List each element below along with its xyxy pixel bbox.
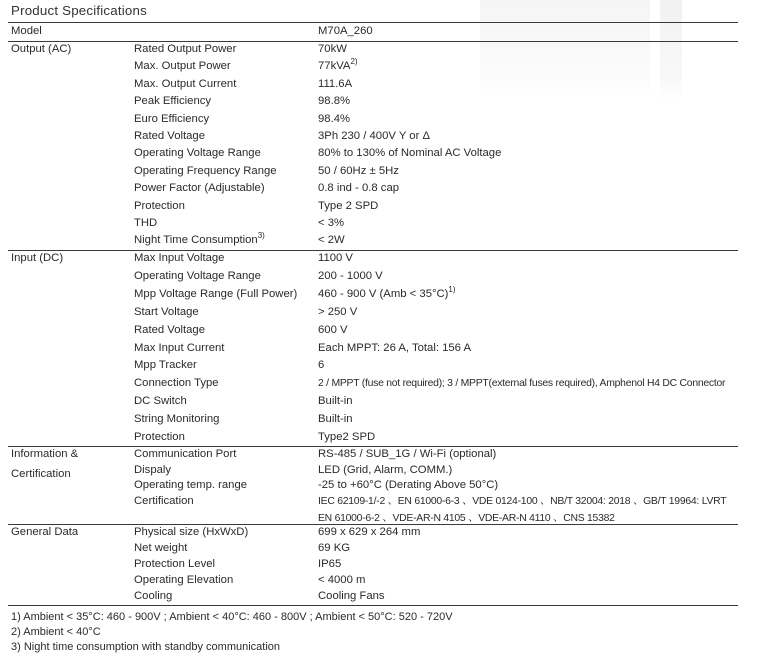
spec-value-text: < 3% xyxy=(318,217,345,229)
spec-value xyxy=(318,128,430,145)
divider xyxy=(8,41,738,42)
spec-value-text: Type 2 SPD xyxy=(318,199,379,212)
spec-value-text: RS-485 / SUB_1G / Wi-Fi (optional) xyxy=(318,448,497,460)
spec-name xyxy=(134,429,185,446)
spec-value-text: 80% to 130% of Nominal AC Voltage xyxy=(318,147,502,160)
spec-value-text: 1100 V xyxy=(318,252,353,264)
spec-name xyxy=(134,540,187,557)
spec-name-text: Connection Type xyxy=(134,377,219,390)
spec-name xyxy=(134,357,197,374)
spec-name xyxy=(134,446,236,463)
divider xyxy=(8,22,738,23)
spec-name xyxy=(134,111,209,128)
spec-name xyxy=(134,93,211,110)
spec-value-text: 460 - 900 V (Amb < 35°C) xyxy=(318,287,449,300)
spec-name xyxy=(134,58,231,75)
spec-name xyxy=(134,180,265,197)
spec-value-text: Cooling Fans xyxy=(318,590,385,602)
spec-name-text: Certification xyxy=(134,494,194,507)
spec-name-text: Rated Voltage xyxy=(134,130,205,142)
spec-value xyxy=(318,250,353,267)
spec-name-text: Max. Output Current xyxy=(134,77,237,90)
product-image-background-edge xyxy=(660,0,682,100)
spec-name-text: Mpp Tracker xyxy=(134,359,197,372)
footnote: 3) Night time consumption with standby communication xyxy=(11,641,281,653)
spec-name-text: Start Voltage xyxy=(134,305,199,318)
spec-value-text: 200 - 1000 V xyxy=(318,269,383,282)
footnote: 2) Ambient < 40°C xyxy=(11,626,101,638)
page-title: Product Specifications xyxy=(11,3,147,18)
spec-name xyxy=(134,250,224,267)
divider xyxy=(8,250,738,251)
spec-name xyxy=(134,145,261,162)
spec-name xyxy=(134,477,247,494)
spec-value-text: IP65 xyxy=(318,558,342,570)
spec-value xyxy=(318,180,399,197)
spec-value xyxy=(318,163,399,180)
spec-name-text: Operating Voltage Range xyxy=(134,147,261,160)
spec-value-text: IEC 62109-1/-2 、EN 61000-6-3 、VDE 0124-100 、NB/T 32004: 2018 、GB/T 19964: LVRT xyxy=(318,495,727,507)
spec-name xyxy=(134,128,205,145)
spec-name-text: Protection Level xyxy=(134,558,216,570)
spec-name xyxy=(134,41,236,58)
spec-name xyxy=(134,572,233,589)
spec-value-text: 2 / MPPT (fuse not required); 3 / MPPT(external fuses required), Amphenol H4 DC Connector xyxy=(318,378,726,390)
spec-name xyxy=(134,462,171,479)
section-label: General Data xyxy=(11,526,79,538)
spec-value-text: -25 to +60°C (Derating Above 50°C) xyxy=(318,479,499,491)
spec-value-line2: EN 61000-6-2 、VDE-AR-N 4105 、VDE-AR-N 4110 、CNS 15382 xyxy=(318,512,615,524)
spec-name xyxy=(134,76,236,93)
spec-name xyxy=(134,198,185,215)
spec-value xyxy=(318,41,347,58)
spec-name xyxy=(134,215,157,232)
spec-name-text: DC Switch xyxy=(134,395,187,408)
spec-value xyxy=(318,493,726,527)
spec-value-text: 50 / 60Hz ± 5Hz xyxy=(318,164,399,177)
spec-value xyxy=(318,462,452,479)
spec-value-text: 6 xyxy=(318,359,325,372)
spec-name-text: Operating Elevation xyxy=(134,574,234,586)
spec-value-text: Built-in xyxy=(318,395,353,408)
spec-value xyxy=(318,357,324,374)
spec-name-text: Peak Efficiency xyxy=(134,95,212,108)
spec-value xyxy=(318,232,345,249)
spec-value xyxy=(318,393,353,410)
spec-value-text: LED (Grid, Alarm, COMM.) xyxy=(318,463,453,476)
spec-name xyxy=(134,304,199,321)
spec-name xyxy=(134,322,205,339)
spec-value xyxy=(318,572,365,589)
spec-name xyxy=(134,411,219,428)
spec-value xyxy=(318,58,358,75)
spec-name-text: Physical size (HxWxD) xyxy=(134,526,249,538)
spec-name-text: Operating temp. range xyxy=(134,479,248,491)
spec-name xyxy=(134,588,172,605)
spec-value xyxy=(318,340,471,357)
spec-value-text: 0.8 ind - 0.8 cap xyxy=(318,182,400,195)
spec-name xyxy=(134,524,248,541)
spec-value xyxy=(318,540,350,557)
footnote: 1) Ambient < 35°C: 460 - 900V ; Ambient < 40°C: 460 - 800V ; Ambient < 50°C: 520 - 720V xyxy=(11,611,453,623)
spec-value-text: < 4000 m xyxy=(318,574,366,586)
spec-name xyxy=(134,286,297,303)
spec-value xyxy=(318,477,498,494)
spec-name-text: Max. Output Power xyxy=(134,60,231,73)
spec-name-text: Night Time Consumption xyxy=(134,234,258,247)
model-label: Model xyxy=(11,25,42,37)
spec-value-text: 69 KG xyxy=(318,542,351,554)
spec-name xyxy=(134,340,224,357)
spec-value-text: 98.8% xyxy=(318,95,351,108)
spec-name-text: Operating Frequency Range xyxy=(134,164,277,177)
spec-value-text: 70kW xyxy=(318,43,347,55)
footnote-ref: 1) xyxy=(448,284,456,294)
spec-value-text: 699 x 629 x 264 mm xyxy=(318,526,421,538)
spec-value-text: Built-in xyxy=(318,413,353,426)
spec-name-text: Rated Voltage xyxy=(134,323,205,336)
spec-name-text: Cooling xyxy=(134,590,173,602)
section-label-line1: Information & xyxy=(11,448,79,460)
spec-name-text: Protection xyxy=(134,431,185,443)
spec-value-text: > 250 V xyxy=(318,305,358,318)
spec-name-text: Dispaly xyxy=(134,463,172,476)
spec-value-text: 3Ph 230 / 400V Y or Δ xyxy=(318,130,431,142)
spec-name-text: Mpp Voltage Range (Full Power) xyxy=(134,287,298,300)
spec-value xyxy=(318,524,420,541)
section-label: Input (DC) xyxy=(11,252,64,264)
spec-value xyxy=(318,93,350,110)
spec-value xyxy=(318,215,344,232)
spec-value xyxy=(318,446,496,463)
spec-value xyxy=(318,268,383,285)
spec-value xyxy=(318,375,725,392)
spec-name-text: Communication Port xyxy=(134,448,237,460)
spec-name xyxy=(134,232,265,249)
spec-value xyxy=(318,286,456,303)
spec-value-text: Each MPPT: 26 A, Total: 156 A xyxy=(318,341,472,354)
model-value: M70A_260 xyxy=(318,25,373,37)
spec-name-text: Max Input Voltage xyxy=(134,252,225,264)
spec-value xyxy=(318,198,378,215)
footnotes xyxy=(11,610,453,655)
spec-name xyxy=(134,393,187,410)
spec-name-text: String Monitoring xyxy=(134,413,220,426)
spec-name-text: Rated Output Power xyxy=(134,43,237,55)
footnote-ref: 3) xyxy=(257,231,265,241)
spec-name-text: Protection xyxy=(134,199,185,212)
spec-value xyxy=(318,411,353,428)
section-label: Output (AC) xyxy=(11,43,72,55)
spec-value xyxy=(318,556,341,573)
spec-value-text: 98.4% xyxy=(318,112,351,125)
spec-value xyxy=(318,111,350,128)
spec-name-text: Net weight xyxy=(134,542,188,554)
section-label-line2: Certification xyxy=(11,468,71,480)
footnote-ref: 2) xyxy=(350,57,358,67)
spec-name-text: Power Factor (Adjustable) xyxy=(134,182,265,195)
spec-name-text: Operating Voltage Range xyxy=(134,269,261,282)
product-image-background xyxy=(480,0,650,100)
spec-value-text: 111.6A xyxy=(318,77,353,90)
spec-value xyxy=(318,76,352,93)
spec-value-text: < 2W xyxy=(318,234,345,247)
spec-value xyxy=(318,304,357,321)
spec-value-text: Type2 SPD xyxy=(318,431,376,443)
divider xyxy=(8,605,738,606)
spec-name xyxy=(134,493,194,510)
spec-name xyxy=(134,375,219,392)
spec-value-text: 600 V xyxy=(318,323,348,336)
spec-name-text: Euro Efficiency xyxy=(134,112,210,125)
spec-value xyxy=(318,145,501,162)
spec-value-text: 77kVA xyxy=(318,60,351,73)
spec-name-text: Max Input Current xyxy=(134,341,225,354)
spec-name xyxy=(134,268,261,285)
spec-value xyxy=(318,429,375,446)
spec-name xyxy=(134,163,277,180)
spec-name xyxy=(134,556,215,573)
spec-value xyxy=(318,322,348,339)
spec-name-text: THD xyxy=(134,217,158,229)
spec-value xyxy=(318,588,385,605)
